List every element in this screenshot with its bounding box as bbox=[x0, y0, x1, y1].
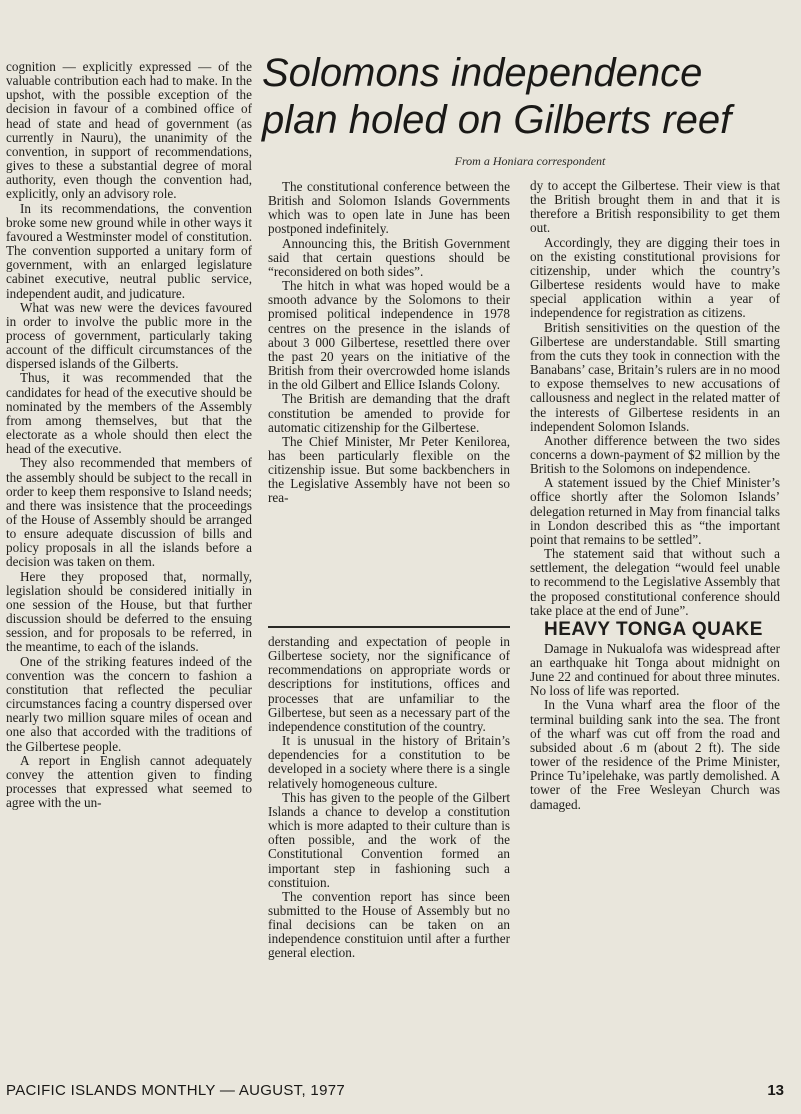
paragraph: In the Vuna wharf area the floor of the terminal building sank into the sea. The front of the wharf was cut off from the road and subsided about .6 m (about 2 ft). The side tower of the residence of the Prime Minister, Prince Tu’ipelehake, was partly demolished. A tower of the Free Wesleyan Church was damaged. bbox=[530, 697, 780, 812]
middle-column-bottom bbox=[268, 635, 510, 1071]
headline-line-2: plan holed on Gilberts reef bbox=[262, 98, 732, 142]
paragraph: A statement issued by the Chief Minister’s office shortly after the Solomon Islands’ delegation returned in May from financial talks in London described this as “the important point that remains to be settled”. bbox=[530, 475, 780, 547]
left-column bbox=[6, 60, 252, 1078]
paragraph: The British are demanding that the draft constitution be amended to provide for automatic citizenship for the Gilbertese. bbox=[268, 391, 510, 435]
paragraph: One of the striking features indeed of the convention was the concern to fashion a constitution that reflected the peculiar circumstances facing a country dispersed over nearly two million square miles of ocean and one also that accorded with the traditions of the Gilbertese people. bbox=[6, 653, 252, 754]
paragraph: The hitch in what was hoped would be a smooth advance by the Solomons to their promised political independence in 1978 centres on the presence in the islands of about 3 000 Gilbertese, resettled there over the past 20 years on the initiative of the British from their overcrowded home islands in the old Gilbert and Ellice Islands Colony. bbox=[268, 278, 510, 393]
paragraph: The constitutional conference between the British and Solomon Islands Governments which was to open late in June has been postponed indefinitely. bbox=[268, 180, 510, 237]
sidebar-heading: HEAVY TONGA QUAKE bbox=[544, 618, 763, 640]
paragraph: They also recommended that members of the assembly should be subject to the recall in order to keep them responsive to Island needs; and there was insistence that the proceedings of the House of Assembly should be arranged to ensure adequate discussion of bills and policy proposals in all the islands before a decision was taken on them. bbox=[6, 455, 252, 570]
publication-title: PACIFIC ISLANDS MONTHLY — AUGUST, 1977 bbox=[6, 1082, 345, 1099]
paragraph: British sensitivities on the question of the Gilbertese are understandable. Still smarting from the cuts they took in connection with the Banabans’ case, Britain’s rulers are in no mood to expose themselves to new accusations of callousness and neglect in the related matter of the interests of Gilbertese residents in an independent Solomon Islands. bbox=[530, 319, 780, 434]
paragraph: derstanding and expectation of people in Gilbertese society, nor the significance of recommendations on appropriate words or descriptions for institutions, offices and processes that are unfamiliar to the Gilbertese, but seen as a necessary part of the independence constitution of the country. bbox=[268, 635, 510, 734]
paragraph: The convention report has since been submitted to the House of Assembly but no final decisions can be taken on an independence constituion until after a further general election. bbox=[268, 888, 510, 961]
paragraph: This has given to the people of the Gilbert Islands a chance to develop a constitution which is more adapted to their culture than is often possible, and the work of the Constitutional Convention formed an important step in fashioning such a constituion. bbox=[268, 789, 510, 890]
middle-column-top bbox=[268, 180, 510, 620]
paragraph: dy to accept the Gilbertese. Their view is that the British brought them in and that it is therefore a British responsibility to get them out. bbox=[530, 179, 780, 236]
paragraph: A report in English cannot adequately convey the attention given to finding processes that expressed what seemed to agree with the un- bbox=[6, 752, 252, 811]
page-number: 13 bbox=[767, 1082, 784, 1099]
paragraph: cognition — explicitly expressed — of the valuable contribution each had to make. In the upshot, with the possible exception of the decision in favour of a combined office of head of state and head of government (as currently in Nauru), the unanimity of the convention, in support of recommendations, gives to these a substantial degree of moral authority, even though the convention had, explicitly, only an advisory role. bbox=[6, 60, 252, 202]
paragraph: Accordingly, they are digging their toes in on the existing constitutional provisions for citizenship, under which the country’s Gilbertese residents would have to make special application within a year of independence for registration as citizens. bbox=[530, 234, 780, 321]
paragraph: Another difference between the two sides concerns a down-payment of $2 million by the British to the Solomons on independence. bbox=[530, 432, 780, 477]
paragraph: In its recommendations, the convention broke some new ground while in other ways it favoured a Westminster model of constitution. The convention supported a unitary form of government, with an enlarged legislature cabinet executive, neutral public service, independent audit, and judicature. bbox=[6, 200, 252, 301]
headline bbox=[262, 50, 792, 144]
headline-line-1: Solomons independence bbox=[262, 51, 703, 95]
paragraph: The Chief Minister, Mr Peter Kenilorea, has been particularly flexible on the citizenship issue. But some backbenchers in the Legislative Assembly have not been so rea- bbox=[268, 433, 510, 506]
paragraph: The statement said that without such a settlement, the delegation “would feel unable to recommend to the Legislative Assembly that the proposed constitutional conference should take place at the end of June”. bbox=[530, 546, 780, 618]
right-column bbox=[530, 179, 780, 1075]
paragraph: What was new were the devices favoured in order to involve the public more in the process of government, particularly taking account of the difficult circumstances of the dispersed islands of the Gilberts. bbox=[6, 299, 252, 372]
paragraph: It is unusual in the history of Britain’s dependencies for a constitution to be developed in a society where there is a single relatively homogeneous culture. bbox=[268, 733, 510, 791]
paragraph: Damage in Nukualofa was widespread after an earthquake hit Tonga about midnight on June 22 and continued for about three minutes. No loss of life was reported. bbox=[530, 640, 780, 699]
page-footer bbox=[6, 1082, 786, 1104]
column-divider-rule bbox=[268, 626, 510, 628]
byline: From a Honiara correspondent bbox=[454, 154, 606, 168]
paragraph: Thus, it was recommended that the candidates for head of the executive should be nominated by the members of the Assembly from among themselves, but that the electorate as a whole should then elect the head of the executive. bbox=[6, 370, 252, 457]
paragraph: Here they proposed that, normally, legislation should be considered initially in one session of the House, but that further discussion should be deferred to the ensuing session, and for proposals to be referred, in the meantime, to each of the islands. bbox=[6, 568, 252, 655]
paragraph: Announcing this, the British Government said that certain questions should be “reconsidered on both sides”. bbox=[268, 235, 510, 279]
